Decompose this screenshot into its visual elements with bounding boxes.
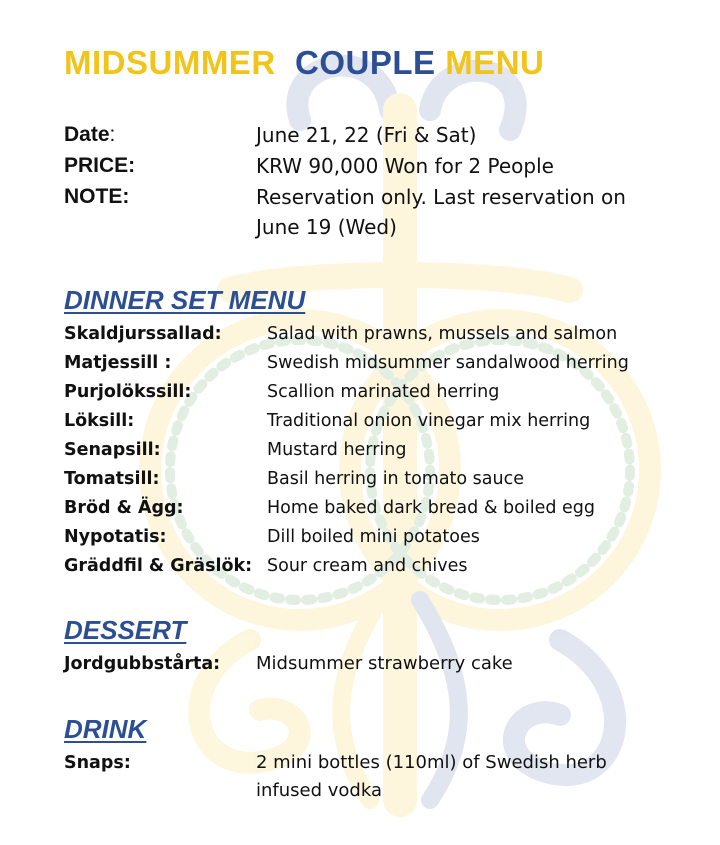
dish-description: Home baked dark bread & boiled egg (267, 498, 595, 518)
dish-description: Sour cream and chives (267, 556, 468, 576)
list-item (64, 378, 684, 407)
dish-name: Skaldjurssallad: (64, 324, 222, 344)
drink-item (64, 749, 684, 809)
page-title (64, 44, 544, 82)
info-note-value: Reservation only. Last reservation on June 19 (Wed) (256, 185, 626, 239)
dish-description: Traditional onion vinegar mix herring (267, 411, 591, 431)
dessert-item (64, 650, 684, 679)
dessert-heading: DESSERT (64, 615, 187, 645)
info-note-row (0, 182, 720, 246)
dish-name: Bröd & Ägg: (64, 498, 184, 518)
list-item (64, 407, 684, 436)
dessert-name: Jordgubbstårta: (64, 654, 221, 674)
dish-description: Mustard herring (267, 440, 407, 460)
list-item (64, 349, 684, 378)
list-item (64, 320, 684, 349)
dish-name: Purjolökssill: (64, 382, 192, 402)
list-item (64, 523, 684, 552)
dish-description: Salad with prawns, mussels and salmon (267, 324, 618, 344)
dish-name: Tomatsill: (64, 469, 160, 489)
info-date-value: June 21, 22 (Fri & Sat) (256, 123, 477, 147)
info-note-label: NOTE: (64, 185, 130, 208)
dish-name: Matjessill : (64, 353, 172, 373)
info-date-label: Date: (64, 123, 116, 146)
dish-name: Gräddfil & Gräslök: (64, 556, 253, 576)
dish-description: Basil herring in tomato sauce (267, 469, 525, 489)
list-item (64, 552, 684, 581)
drink-heading: DRINK (64, 714, 147, 744)
info-price-row (0, 151, 720, 181)
dish-name: Nypotatis: (64, 527, 167, 547)
info-price-value: KRW 90,000 Won for 2 People (256, 154, 554, 178)
drink-description: 2 mini bottles (110ml) of Swedish herb infused vodka (256, 752, 607, 801)
title-word-couple: COUPLE (295, 44, 436, 81)
dish-name: Senapsill: (64, 440, 161, 460)
dish-description: Scallion marinated herring (267, 382, 500, 402)
dish-name: Löksill: (64, 411, 135, 431)
list-item (64, 465, 684, 494)
title-word-midsummer: MIDSUMMER (64, 44, 276, 81)
info-date-row (0, 120, 720, 150)
dish-description: Dill boiled mini potatoes (267, 527, 480, 547)
dessert-description: Midsummer strawberry cake (256, 653, 513, 674)
dish-description: Swedish midsummer sandalwood herring (267, 353, 629, 373)
dinner-heading: DINNER SET MENU (64, 285, 306, 315)
info-price-label: PRICE: (64, 154, 136, 177)
title-word-menu: MENU (445, 44, 545, 81)
list-item (64, 436, 684, 465)
list-item (64, 494, 684, 523)
drink-name: Snaps: (64, 753, 131, 773)
